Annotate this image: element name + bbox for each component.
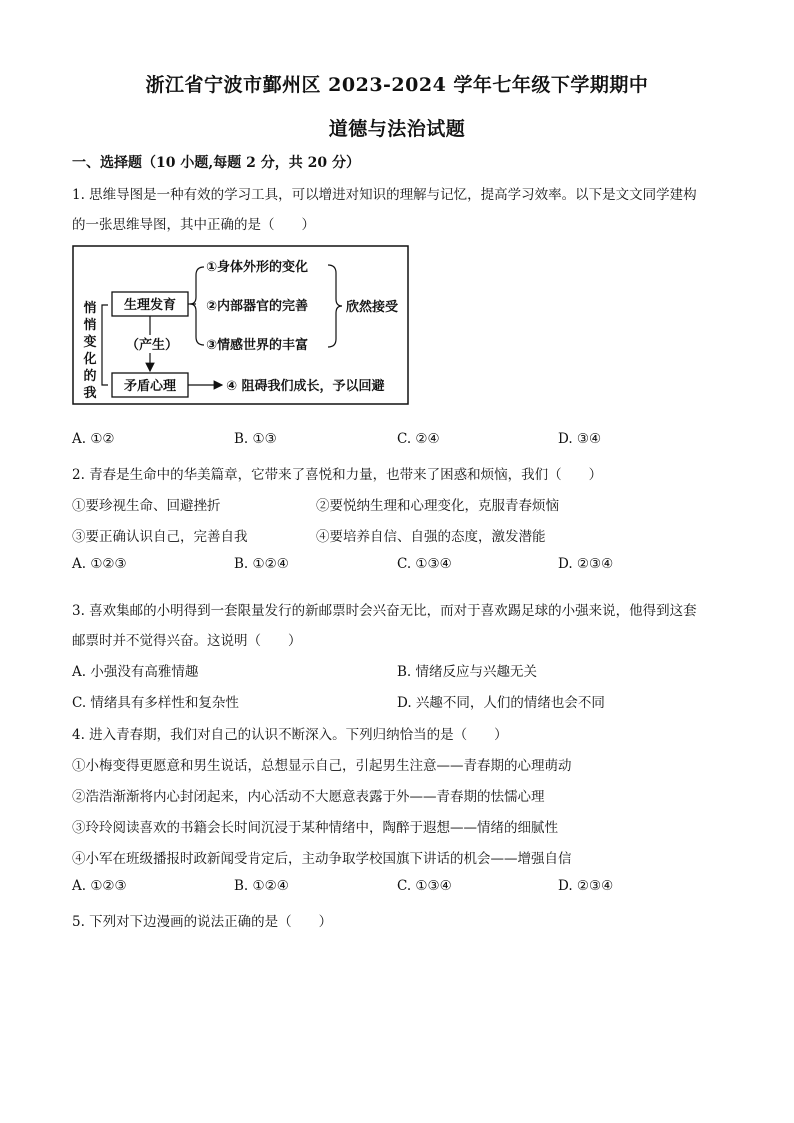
- q1-option-d[interactable]: D. ③④: [558, 431, 602, 447]
- q2-item-4: ④要培养自信、自强的态度，激发潜能: [316, 529, 546, 545]
- branch-3: ③情感世界的丰富: [206, 338, 309, 353]
- q2-option-b[interactable]: B. ①②④: [234, 556, 289, 572]
- produce-label: （产生）: [125, 338, 179, 353]
- q3-option-b[interactable]: B. 情绪反应与兴趣无关: [397, 664, 538, 680]
- q3-option-c[interactable]: C. 情绪具有多样性和复杂性: [72, 695, 239, 711]
- q2-item-3: ③要正确认识自己，完善自我: [72, 529, 248, 545]
- q4-item-3: ③玲玲阅读喜欢的书籍会长时间沉浸于某种情绪中，陶醉于遐想——情绪的细腻性: [72, 820, 558, 836]
- section-heading: 一、选择题（10 小题,每题 2 分，共 20 分）: [72, 155, 360, 171]
- q1-option-c[interactable]: C. ②④: [397, 431, 440, 447]
- svg-text:化: 化: [83, 352, 97, 367]
- q4-stem: 4. 进入青春期，我们对自己的认识不断深入。下列归纳恰当的是（ ）: [72, 727, 508, 743]
- q4-option-b[interactable]: B. ①②④: [234, 878, 289, 894]
- q3-option-d[interactable]: D. 兴趣不同，人们的情绪也会不同: [397, 695, 605, 711]
- svg-text:悄: 悄: [83, 318, 97, 333]
- q4-item-4: ④小军在班级播报时政新闻受肯定后，主动争取学校国旗下讲话的机会——增强自信: [72, 851, 572, 867]
- svg-text:悄: 悄: [83, 301, 97, 316]
- q5-stem: 5. 下列对下边漫画的说法正确的是（ ）: [72, 914, 333, 930]
- q1-option-b[interactable]: B. ①③: [234, 431, 277, 447]
- q3-stem-line2: 邮票时并不觉得兴奋。这说明（ ）: [72, 633, 302, 649]
- right-brace: [328, 265, 342, 347]
- diagram-left-label: [82, 300, 96, 401]
- q3-stem-line1: 3. 喜欢集邮的小明得到一套限量发行的新邮票时会兴奋无比，而对于喜欢踢足球的小强来说，他得到这套: [72, 603, 697, 619]
- branch-1: ①身体外形的变化: [206, 260, 309, 275]
- q1-stem-line2: 的一张思维导图，其中正确的是（ ）: [72, 217, 315, 233]
- mind-map-diagram: [72, 245, 409, 405]
- branch-4: ④ 阻碍我们成长，予以回避: [226, 379, 385, 394]
- q4-option-d[interactable]: D. ②③④: [558, 878, 614, 894]
- q1-stem-line1: 1. 思维导图是一种有效的学习工具，可以增进对知识的理解与记忆，提高学习效率。以下是文文同学建构: [72, 187, 697, 203]
- exam-title: 浙江省宁波市鄞州区 2023-2024 学年七年级下学期期中: [145, 74, 649, 96]
- q1-option-a[interactable]: A. ①②: [72, 431, 115, 447]
- branch-brace: [190, 267, 204, 345]
- svg-text:我: 我: [83, 386, 97, 401]
- q2-option-a[interactable]: A. ①②③: [72, 556, 127, 572]
- accept-label: 欣然接受: [346, 300, 399, 315]
- box-physiological-label: 生理发育: [123, 298, 177, 313]
- q4-option-a[interactable]: A. ①②③: [72, 878, 127, 894]
- svg-text:变: 变: [83, 335, 97, 350]
- branch-2: ②内部器官的完善: [206, 299, 309, 314]
- q2-option-c[interactable]: C. ①③④: [397, 556, 452, 572]
- q2-item-2: ②要悦纳生理和心理变化，克服青春烦恼: [316, 498, 559, 514]
- left-bracket: [102, 305, 108, 385]
- q4-item-2: ②浩浩渐渐将内心封闭起来，内心活动不大愿意表露于外——青春期的怯懦心理: [72, 789, 545, 805]
- q4-item-1: ①小梅变得更愿意和男生说话，总想显示自己，引起男生注意——青春期的心理萌动: [72, 758, 572, 774]
- svg-text:的: 的: [83, 369, 97, 384]
- box-contradiction-label: 矛盾心理: [123, 379, 177, 394]
- q3-option-a[interactable]: A. 小强没有高雅情趣: [72, 664, 199, 680]
- q2-stem: 2. 青春是生命中的华美篇章，它带来了喜悦和力量，也带来了困惑和烦恼，我们（ ）: [72, 467, 603, 483]
- exam-subtitle: 道德与法治试题: [328, 118, 466, 140]
- q2-item-1: ①要珍视生命、回避挫折: [72, 498, 221, 514]
- q2-option-d[interactable]: D. ②③④: [558, 556, 614, 572]
- q4-option-c[interactable]: C. ①③④: [397, 878, 452, 894]
